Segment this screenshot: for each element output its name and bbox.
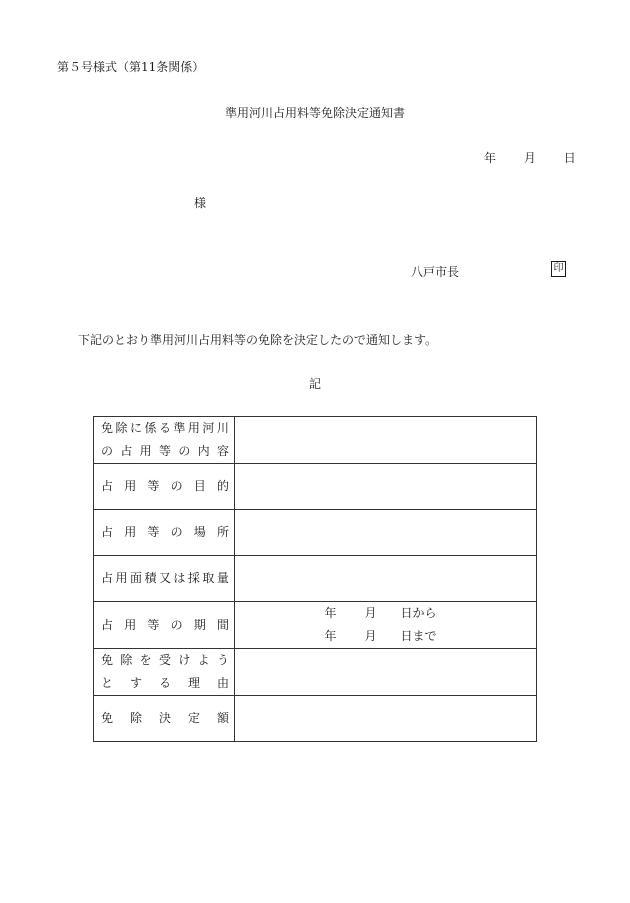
date-year: 年 xyxy=(484,151,497,165)
row-label-line: 占 用 面 積 又 は 採 取 量 xyxy=(101,571,229,585)
table-row xyxy=(94,649,537,696)
row-label-cell xyxy=(94,417,235,464)
row-label-line: 占 用 等 の 期 間 xyxy=(101,617,229,632)
detail-table xyxy=(93,416,537,742)
table-row xyxy=(94,510,537,556)
row-value-cell xyxy=(235,464,537,510)
row-label-line: 免 除 に 係 る 準 用 河 川 xyxy=(101,421,229,435)
row-label-line: 免 除 決 定 額 xyxy=(101,711,229,725)
row-value-cell xyxy=(235,602,537,649)
period-line: 年 月 日まで xyxy=(324,629,437,643)
row-value-cell xyxy=(235,417,537,464)
row-label-cell xyxy=(94,602,235,649)
table-row xyxy=(94,556,537,602)
seal-mark: 印 xyxy=(551,261,566,277)
row-label-cell xyxy=(94,556,235,602)
row-label-line: と す る 理 由 xyxy=(101,676,229,690)
row-label-cell xyxy=(94,510,235,556)
row-label-line: の 占 用 等 の 内 容 xyxy=(101,444,229,458)
row-label-cell xyxy=(94,696,235,742)
row-label-cell xyxy=(94,649,235,696)
document-title: 準用河川占用料等免除決定通知書 xyxy=(224,106,405,120)
form-number: 第５号様式（第11条関係） xyxy=(57,60,205,74)
table-row xyxy=(94,696,537,742)
notice-body-text: 下記のとおり準用河川占用料等の免除を決定したので通知します。 xyxy=(78,333,438,347)
date-line xyxy=(484,149,576,166)
row-value-cell xyxy=(235,649,537,696)
table-row xyxy=(94,464,537,510)
ki-heading: 記 xyxy=(308,377,321,391)
row-value-cell xyxy=(235,556,537,602)
date-day: 日 xyxy=(563,151,576,165)
row-label-line: 占 用 等 の 目 的 xyxy=(101,479,229,493)
row-label-cell xyxy=(94,464,235,510)
date-month: 月 xyxy=(523,151,536,165)
table-row xyxy=(94,602,537,649)
sender-name: 八戸市長 xyxy=(411,265,460,279)
table-row xyxy=(94,417,537,464)
row-value-cell xyxy=(235,696,537,742)
addressee-suffix: 様 xyxy=(194,196,207,210)
row-label-line: 免 除 を 受 け よ う xyxy=(101,653,229,667)
row-value-cell xyxy=(235,510,537,556)
row-label-line: 占 用 等 の 場 所 xyxy=(101,525,229,539)
period-line: 年 月 日から xyxy=(324,606,437,620)
